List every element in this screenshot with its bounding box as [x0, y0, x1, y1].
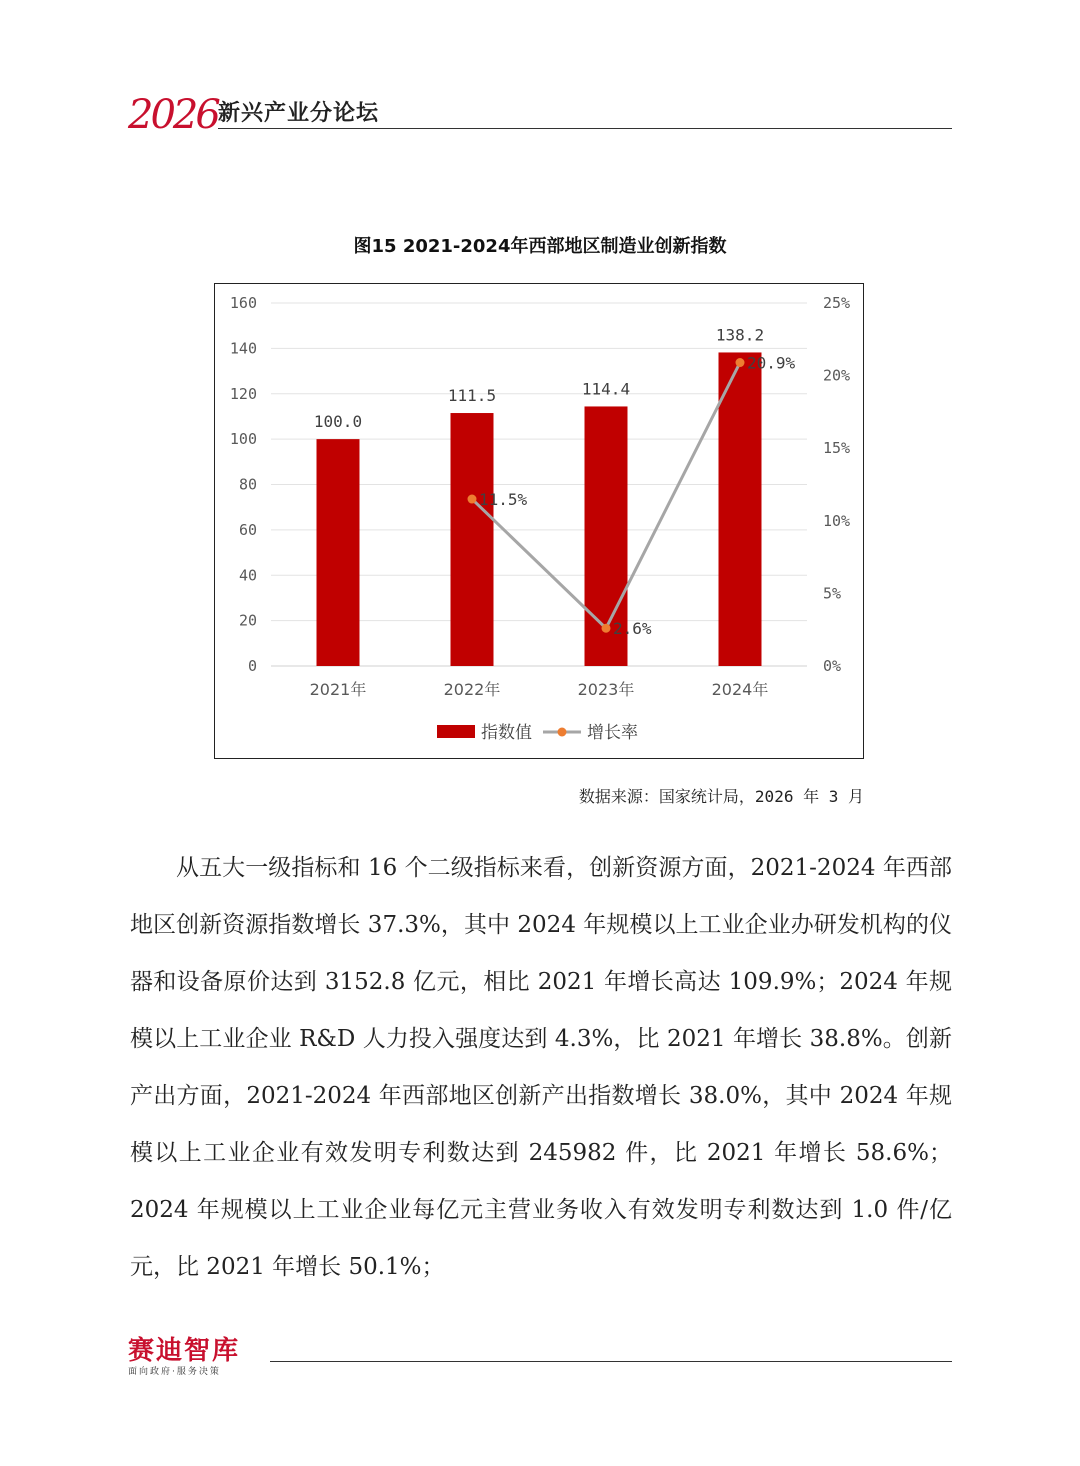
y-right-tick-label: 20% — [823, 366, 851, 385]
growth-point-2022年 — [468, 495, 477, 504]
forum-year-logo: 2026 — [128, 92, 218, 138]
x-tick-label: 2022年 — [443, 680, 501, 699]
y-right-tick-label: 0% — [823, 657, 842, 675]
bar-value-label: 111.5 — [447, 386, 497, 406]
x-tick-label: 2024年 — [711, 680, 769, 699]
y-right-tick-label: 25% — [823, 294, 851, 312]
body-text — [130, 840, 952, 1296]
forum-title: 新兴产业分论坛 — [218, 101, 380, 126]
header-divider — [218, 128, 952, 129]
footer-divider — [270, 1361, 952, 1362]
bar-value-label: 138.2 — [715, 325, 765, 345]
growth-point-2024年 — [736, 358, 745, 367]
legend-swatch-bars — [437, 725, 475, 738]
y-right-tick-label: 15% — [823, 439, 851, 458]
y-right-tick-label: 5% — [823, 584, 842, 603]
chart-title: 图15 2021-2024年西部地区制造业创新指数 — [353, 236, 727, 257]
y-left-tick-label: 40 — [238, 566, 257, 585]
growth-value-label: 20.9% — [747, 353, 796, 373]
page-footer — [128, 1330, 952, 1380]
page-header — [128, 88, 952, 148]
y-left-tick-label: 20 — [238, 611, 257, 630]
y-left-tick-label: 0 — [247, 657, 257, 675]
y-left-tick-label: 160 — [229, 294, 257, 312]
x-tick-label: 2023年 — [577, 680, 635, 699]
bar-value-label: 100.0 — [313, 412, 363, 432]
brand-slogan: 面向政府·服务决策 — [128, 1367, 221, 1377]
bar-2024年 — [719, 352, 762, 666]
chart-svg — [215, 284, 863, 758]
brand-logo: 赛迪智库 — [128, 1336, 241, 1366]
y-right-tick-label: 10% — [823, 511, 851, 530]
bar-2021年 — [317, 439, 360, 666]
chart-frame — [214, 283, 864, 759]
legend-label-bars: 指数值 — [481, 723, 532, 743]
legend-label-line: 增长率 — [587, 723, 638, 743]
legend-swatch-marker — [558, 728, 567, 737]
y-left-tick-label: 140 — [229, 339, 257, 358]
y-left-tick-label: 120 — [229, 384, 257, 403]
body-paragraph: 从五大一级指标和 16 个二级指标来看，创新资源方面，2021-2024 年西部地区创新资源指数增长 37.3%，其中 2024 年规模以上工业企业办研发机构的仪器和设备原价达到 3152.8 亿元，相比 2021 年增长高达 109.9%；2024 年规模以上工业企业 R&D 人力投入强度达到 4.3%，比 2021 年增长 38.8%。创新产出方面，2021-2024 年西部地区创新产出指数增长 38.0%，其中 2024 年规模以上工业企业有效发明专利数达到 245982 件，比 2021 年增长 58.6%；2024 年规模以上工业企业每亿元主营业务收入有效发明专利数达到 1.0 件/亿元，比 2021 年增长 50.1%； — [130, 855, 952, 1280]
bar-value-label: 114.4 — [581, 379, 631, 399]
y-left-tick-label: 80 — [238, 475, 257, 494]
y-left-tick-label: 100 — [229, 430, 257, 449]
growth-value-label: 11.5% — [479, 490, 528, 510]
growth-point-2023年 — [602, 624, 611, 633]
y-left-tick-label: 60 — [238, 520, 257, 539]
x-tick-label: 2021年 — [309, 680, 367, 699]
growth-value-label: 2.6% — [613, 619, 652, 639]
bar-2022年 — [451, 413, 494, 666]
data-source: 数据来源：国家统计局，2026 年 3 月 — [578, 787, 864, 806]
